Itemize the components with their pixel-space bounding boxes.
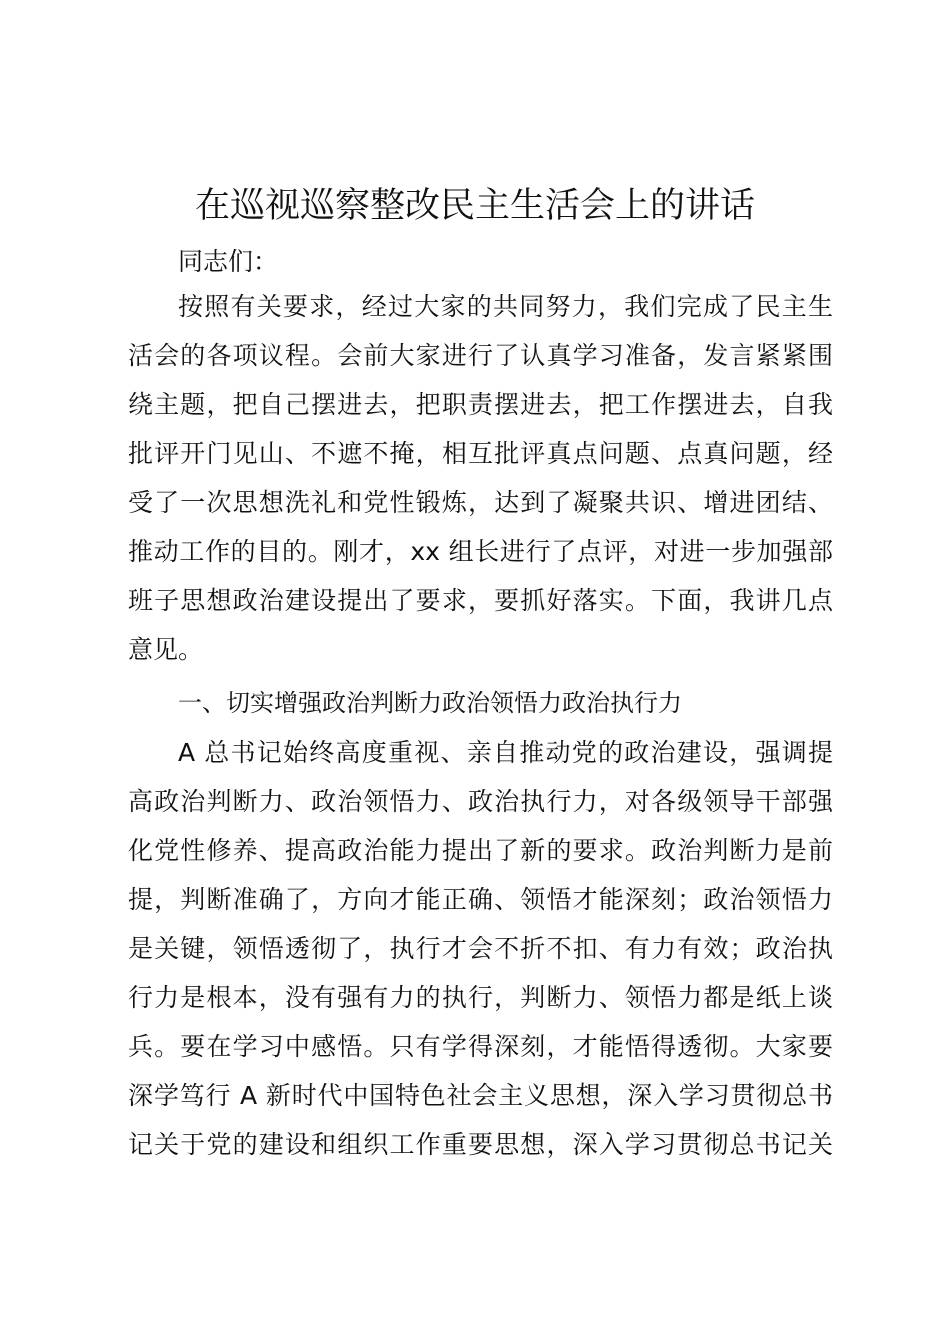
paragraph-line: 推动工作的目的。刚才，xx 组长进行了点评，对进一步加强部 bbox=[128, 537, 833, 566]
salutation-line: 同志们： bbox=[178, 247, 279, 276]
document-title: 在巡视巡察整改民主生活会上的讲话 bbox=[194, 186, 755, 226]
section-heading: 一、切实增强政治判断力政治领悟力政治执行力 bbox=[178, 689, 682, 717]
paragraph-line: 班子思想政治建设提出了要求，要抓好落实。下面，我讲几点 bbox=[128, 586, 833, 615]
paragraph-line: 记关于党的建设和组织工作重要思想，深入学习贯彻总书记关 bbox=[128, 1130, 833, 1159]
paragraph-line: 兵。要在学习中感悟。只有学得深刻，才能悟得透彻。大家要 bbox=[128, 1032, 833, 1061]
paragraph-line: 提，判断准确了，方向才能正确、领悟才能深刻；政治领悟力 bbox=[128, 885, 833, 914]
paragraph-line: 意见。 bbox=[128, 635, 204, 664]
paragraph-line: 活会的各项议程。会前大家进行了认真学习准备，发言紧紧围 bbox=[128, 341, 833, 370]
paragraph-line: 是关键，领悟透彻了，执行才会不折不扣、有力有效；政治执 bbox=[128, 934, 833, 963]
paragraph-line: 按照有关要求，经过大家的共同努力，我们完成了民主生 bbox=[178, 292, 833, 321]
paragraph-2 bbox=[128, 728, 833, 1169]
paragraph-line: 行力是根本，没有强有力的执行，判断力、领悟力都是纸上谈 bbox=[128, 983, 833, 1012]
section-1-heading-block bbox=[128, 679, 833, 728]
paragraph-line: 批评开门见山、不遮不掩，相互批评真点问题、点真问题，经 bbox=[128, 439, 833, 468]
paragraph-line: 受了一次思想洗礼和党性锻炼，达到了凝聚共识、增进团结、 bbox=[128, 488, 833, 517]
paragraph-line: 深学笃行 A 新时代中国特色社会主义思想，深入学习贯彻总书 bbox=[128, 1081, 833, 1110]
paragraph-line: 高政治判断力、政治领悟力、政治执行力，对各级领导干部强 bbox=[128, 787, 833, 816]
salutation bbox=[128, 237, 833, 286]
paragraph-line: 绕主题，把自己摆进去，把职责摆进去，把工作摆进去，自我 bbox=[128, 390, 833, 419]
paragraph-line: 化党性修养、提高政治能力提出了新的要求。政治判断力是前 bbox=[128, 836, 833, 865]
paragraph-1 bbox=[128, 282, 833, 674]
paragraph-line: A 总书记始终高度重视、亲自推动党的政治建设，强调提 bbox=[178, 738, 833, 767]
